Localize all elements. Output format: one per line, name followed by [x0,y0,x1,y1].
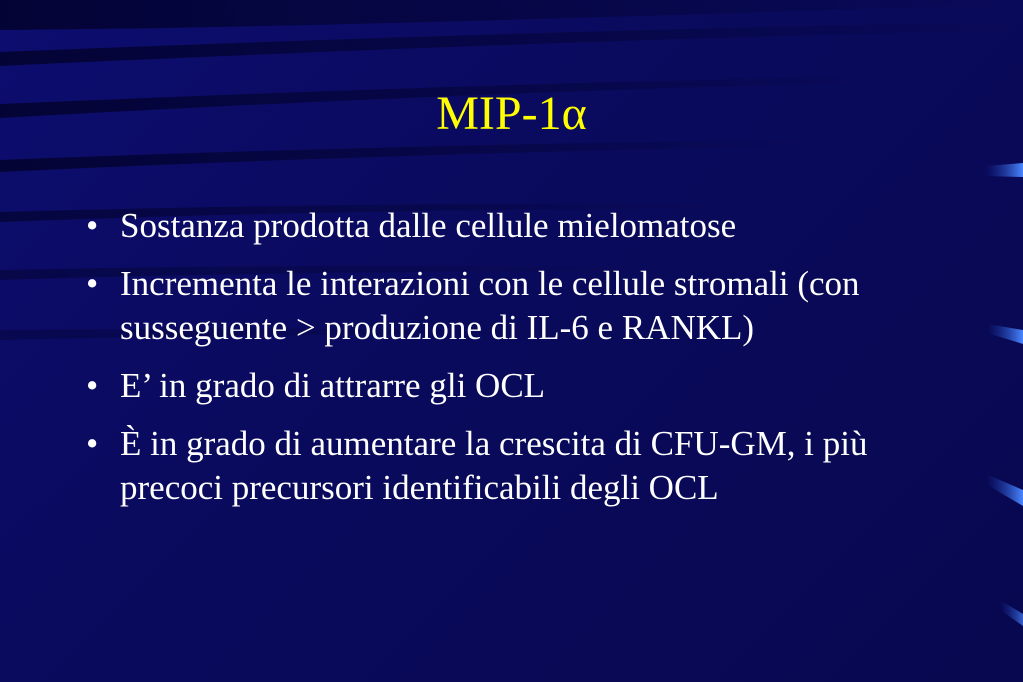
accent-stripe [985,163,1023,177]
bullet-list [82,204,962,524]
accent-stripe [1000,600,1023,626]
bullet-item [82,364,962,408]
title-greek: α [561,87,587,140]
bullet-item [82,422,962,510]
bullet-text: E’ in grado di attrarre gli OCL [120,366,546,405]
bullet-icon: • [86,366,99,405]
title-main: MIP-1 [436,87,562,140]
bullet-icon: • [86,424,99,463]
bullet-text: Sostanza prodotta dalle cellule mielomatose [120,206,737,245]
bullet-item [82,262,962,350]
accent-stripe [987,324,1023,344]
accent-stripe [986,474,1023,506]
bullet-text: Incrementa le interazioni con le cellule stromali (con susseguente > produzione di IL-6 e RANKL) [120,264,860,347]
bullet-item [82,204,962,248]
stripe [0,140,820,172]
bullet-icon: • [86,206,99,245]
bullet-icon: • [86,264,99,303]
slide-title [0,88,1023,141]
stripe [0,22,1023,66]
bullet-text: È in grado di aumentare la crescita di CFU-GM, i più precoci precursori identificabili degli OCL [120,424,868,507]
